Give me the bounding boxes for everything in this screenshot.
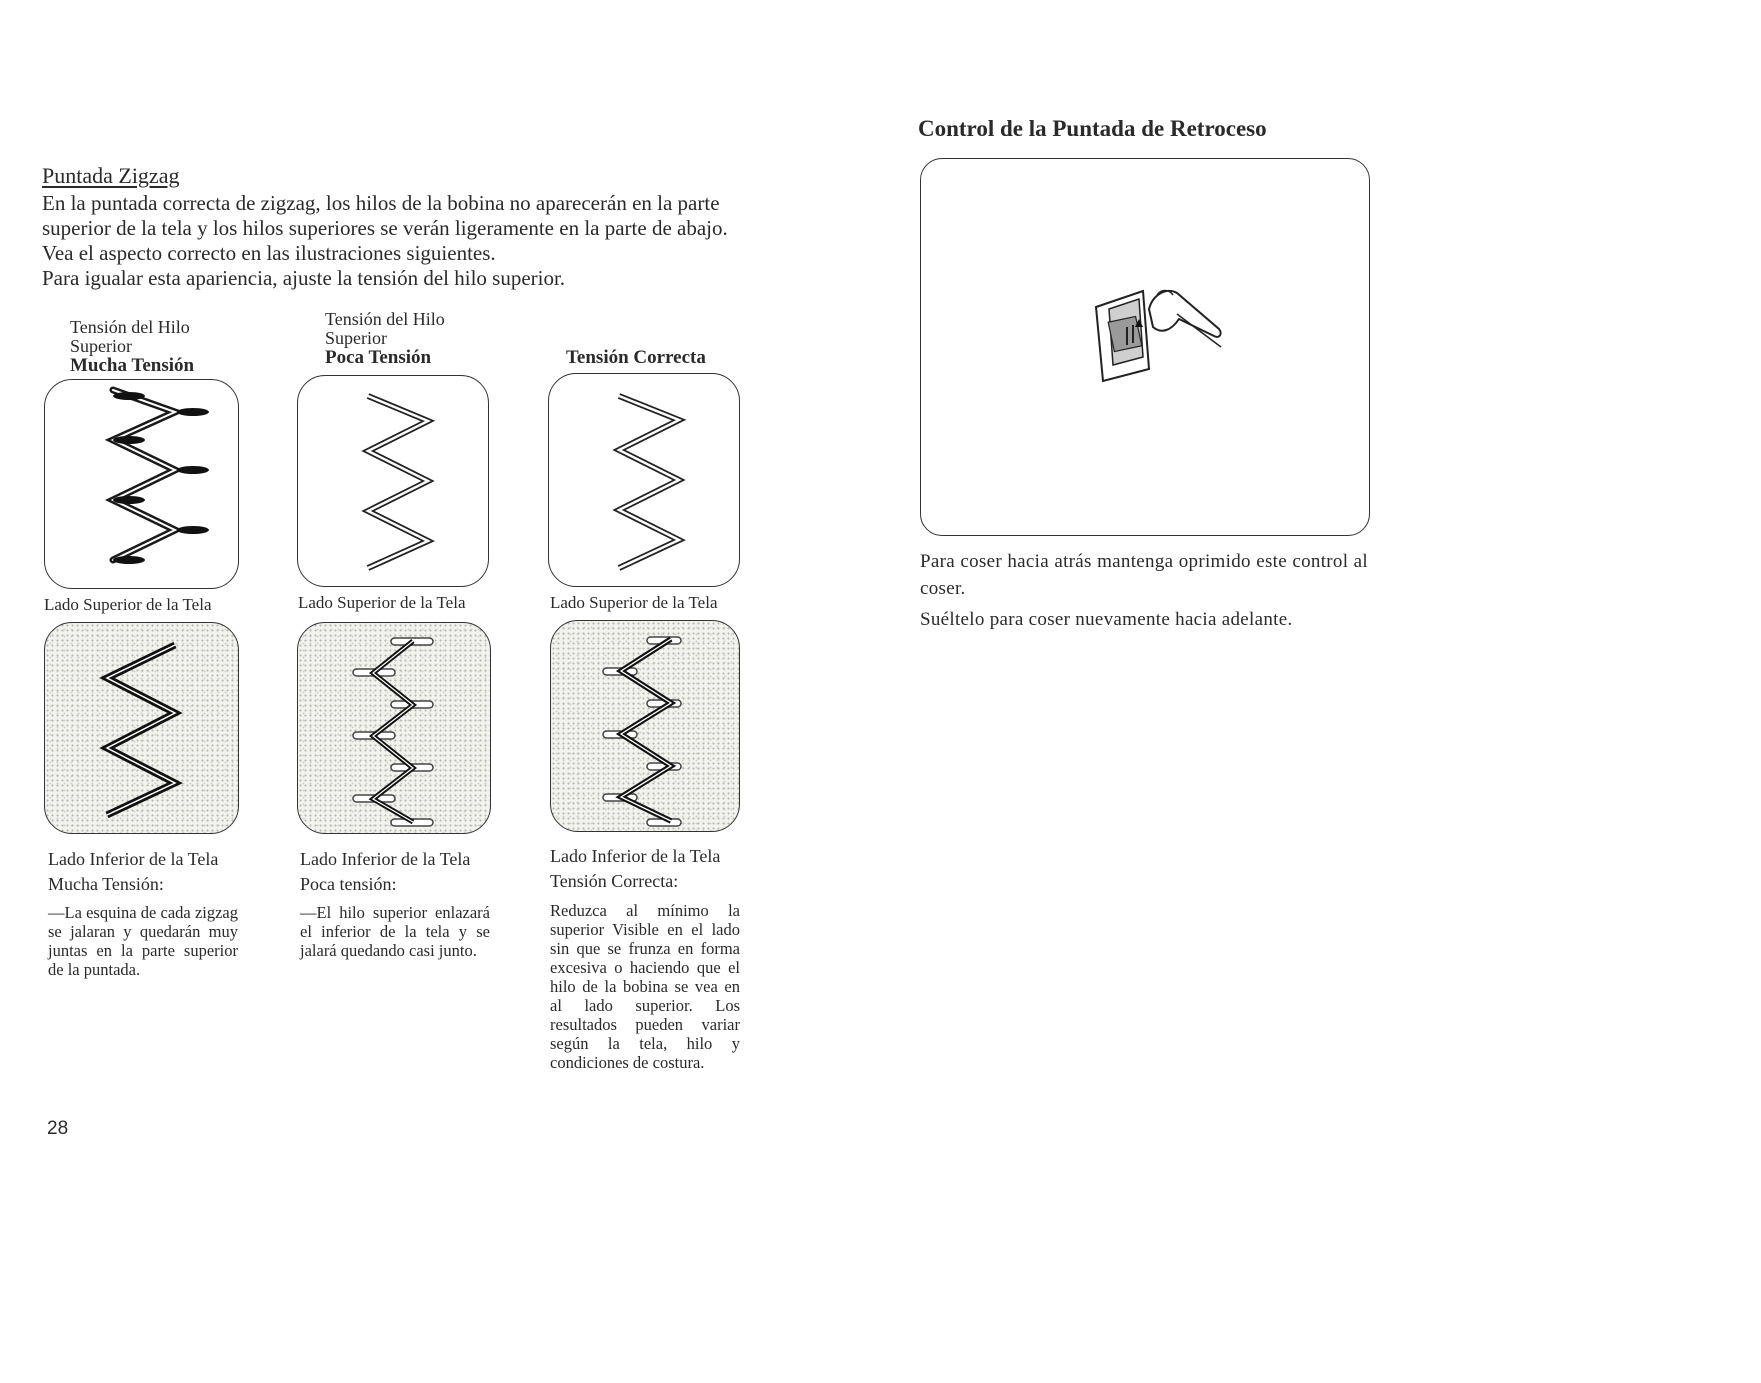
label-bold: Tensión Correcta (566, 347, 706, 368)
zigzag-stitch-icon (298, 623, 490, 833)
column-low-tension-label (325, 310, 525, 367)
tension-subtitle: Poca tensión: (300, 874, 397, 894)
label-bold: Poca Tensión (325, 347, 432, 368)
bottom-caption: Lado Inferior de la Tela (48, 849, 219, 869)
zigzag-stitch-icon (549, 374, 739, 586)
finger-icon (1149, 291, 1221, 348)
high-tension-bottom-illustration (44, 622, 239, 834)
correct-tension-bottom-illustration (550, 620, 740, 832)
bottom-caption: Lado Inferior de la Tela (550, 846, 721, 866)
column-high-tension-label (70, 318, 270, 375)
low-tension-top-illustration (297, 375, 489, 587)
top-caption: Lado Superior de la Tela (550, 593, 718, 612)
tension-subtitle: Mucha Tensión: (48, 874, 164, 894)
label-line: Superior (325, 328, 387, 348)
low-tension-bottom-illustration (297, 622, 491, 834)
reverse-stitch-title: Control de la Puntada de Retroceso (918, 116, 1267, 141)
zigzag-stitch-icon (551, 621, 739, 831)
label-bold: Mucha Tensión (70, 355, 195, 376)
intro-line: Para igualar esta apariencia, ajuste la tensión del hilo superior. (42, 266, 566, 290)
zigzag-stitch-icon (298, 376, 488, 586)
correct-tension-top-illustration (548, 373, 740, 587)
reverse-stitch-illustration (920, 158, 1370, 536)
reverse-release-instruction: Suéltelo para coser nuevamente hacia adelante. (920, 609, 1293, 630)
intro-line: Vea el aspecto correcto en las ilustraciones siguientes. (42, 241, 496, 265)
tension-description: —La esquina de cada zigzag se jalaran y quedarán muy juntas en la parte superior de la puntada. (48, 903, 238, 979)
top-caption: Lado Superior de la Tela (298, 593, 466, 612)
label-line: Tensión del Hilo (325, 309, 445, 329)
tension-subtitle: Tensión Correcta: (550, 871, 679, 891)
page-number: 28 (47, 1118, 69, 1139)
label-line: Superior (70, 336, 132, 356)
reverse-stitch-text (920, 548, 1368, 633)
zigzag-stitch-icon (45, 380, 238, 588)
intro-line: En la puntada correcta de zigzag, los hilos de la bobina no aparecerán en la parte (42, 191, 720, 215)
tension-description: Reduzca al mínimo la superior Visible en el lado sin que se frunza en forma excesiva o haciendo que el hilo de la bobina se vea en al lado superior. Los resultados pueden variar según la tela, hilo y condiciones de costura. (550, 901, 740, 1072)
section-title: Puntada Zigzag (42, 163, 180, 188)
reverse-stitch-button-icon (921, 159, 1369, 535)
label-line: Tensión del Hilo (70, 317, 190, 337)
intro-line: superior de la tela y los hilos superiores se verán ligeramente en la parte de abajo. (42, 216, 728, 240)
zigzag-stitch-icon (45, 623, 238, 833)
high-tension-top-illustration (44, 379, 239, 589)
bottom-caption: Lado Inferior de la Tela (300, 849, 471, 869)
column-correct-tension-label (566, 348, 766, 367)
intro-paragraph (42, 191, 762, 291)
reverse-instruction: Para coser hacia atrás mantenga oprimido este control al coser. (920, 551, 1368, 599)
top-caption: Lado Superior de la Tela (44, 595, 212, 614)
tension-description: —El hilo superior enlazará el inferior de la tela y se jalará quedando casi junto. (300, 903, 490, 960)
